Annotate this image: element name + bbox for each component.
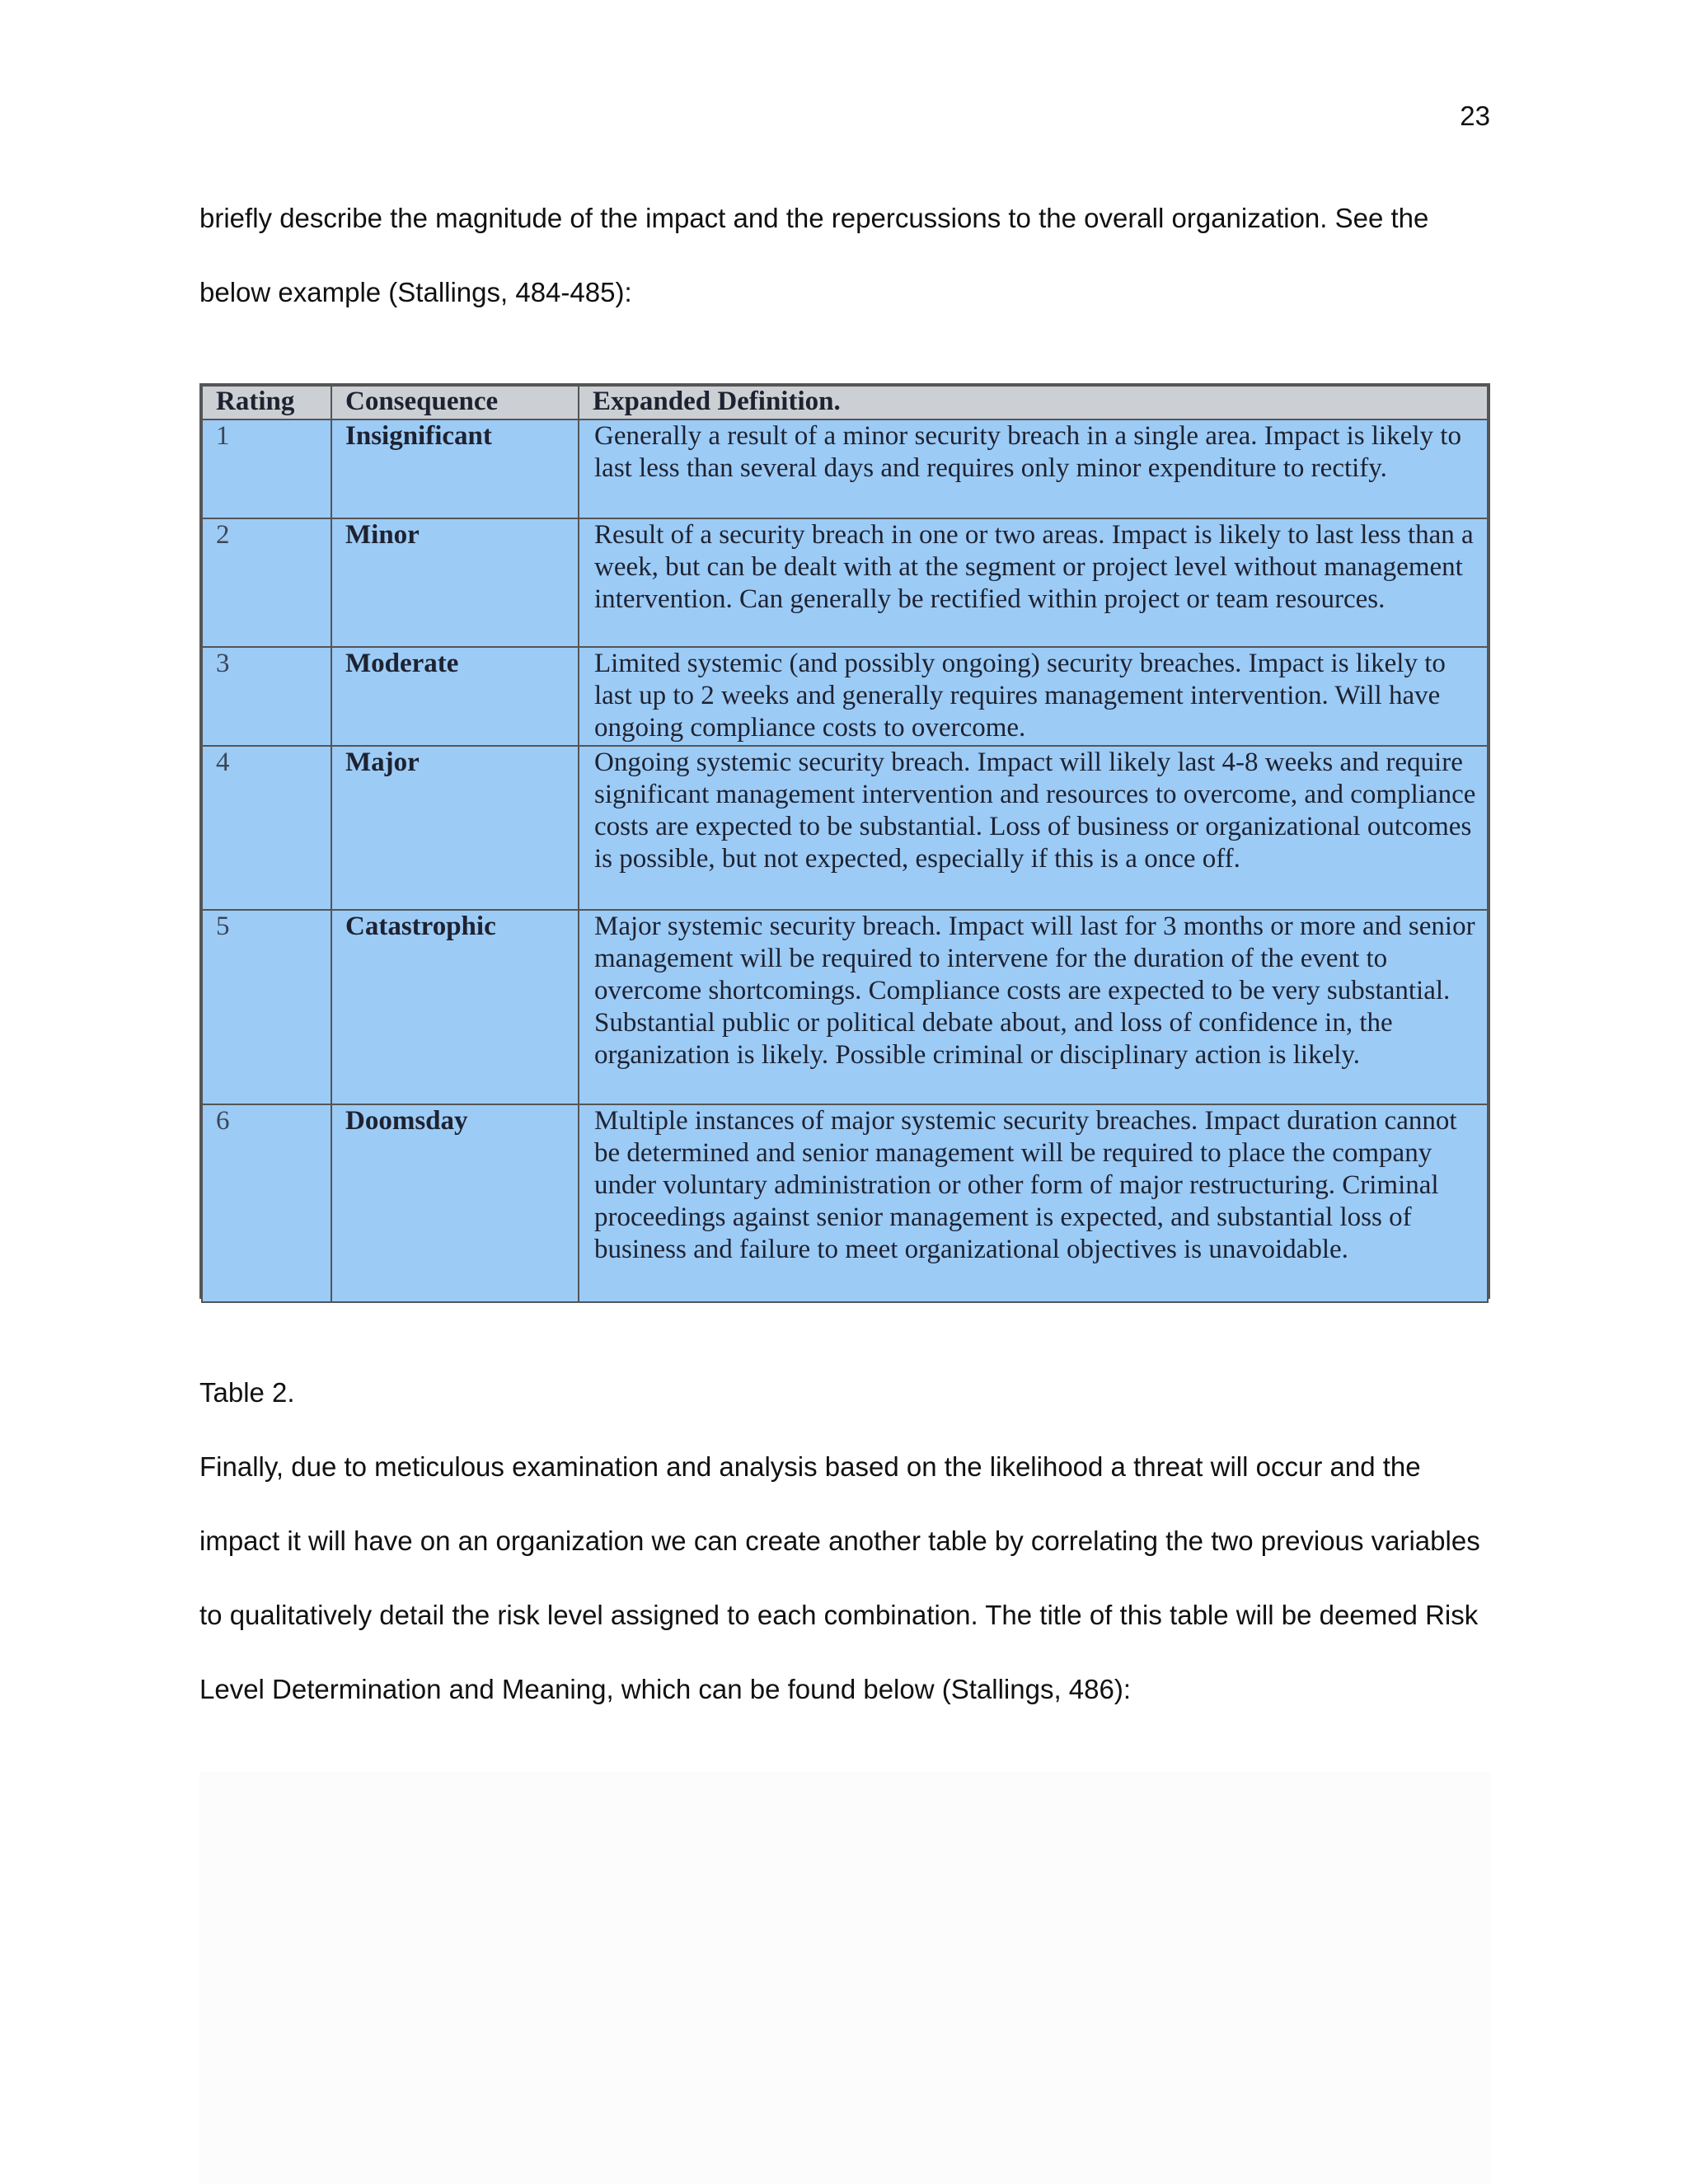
definition-cell: Result of a security breach in one or two areas. Impact is likely to last less than a week, but can be dealt with at the segment or project level without management intervention. Can generally be rectified within project or team resources. <box>579 518 1488 647</box>
table-row <box>202 419 1488 518</box>
header-rating: Rating <box>202 386 331 419</box>
header-definition: Expanded Definition. <box>579 386 1488 419</box>
definition-cell: Limited systemic (and possibly ongoing) security breaches. Impact is likely to last up to 2 weeks and generally requires management intervention. Will have ongoing compliance costs to overcome. <box>579 647 1488 746</box>
table-row <box>202 1104 1488 1302</box>
consequence-definition-table <box>199 383 1490 1299</box>
body-paragraph-conclusion: Finally, due to meticulous examination and analysis based on the likelihood a threat will occur and the impact it will have on an organization we can create another table by correlating the two previous variables to qualitatively detail the risk level assigned to each combination. The title of this table will be deemed Risk Level Determination and Meaning, which can be found below (Stallings, 486): <box>199 1451 1480 1704</box>
header-consequence: Consequence <box>331 386 579 419</box>
definition-table <box>201 385 1489 1303</box>
rating-cell: 1 <box>202 419 331 518</box>
rating-cell: 6 <box>202 1104 331 1302</box>
definition-cell: Ongoing systemic security breach. Impact will likely last 4-8 weeks and require significant management intervention and resources to overcome, and compliance costs are expected to be substantial. Loss of business or organizational outcomes is possible, but not expected, especially if this is a once off. <box>579 746 1488 910</box>
table-row <box>202 746 1488 910</box>
table-row <box>202 647 1488 746</box>
consequence-cell: Moderate <box>331 647 579 746</box>
consequence-cell: Catastrophic <box>331 910 579 1104</box>
rating-cell: 3 <box>202 647 331 746</box>
page-number: 23 <box>1460 101 1490 131</box>
table-header-row <box>202 386 1488 419</box>
rating-cell: 2 <box>202 518 331 647</box>
consequence-cell: Insignificant <box>331 419 579 518</box>
rating-cell: 5 <box>202 910 331 1104</box>
blank-image-area <box>199 1772 1490 2184</box>
definition-cell: Generally a result of a minor security breach in a single area. Impact is likely to last less than several days and requires only minor expenditure to rectify. <box>579 419 1488 518</box>
table-row <box>202 518 1488 647</box>
table-row <box>202 910 1488 1104</box>
consequence-cell: Major <box>331 746 579 910</box>
table-caption: Table 2. <box>199 1377 295 1408</box>
consequence-cell: Minor <box>331 518 579 647</box>
rating-cell: 4 <box>202 746 331 910</box>
consequence-cell: Doomsday <box>331 1104 579 1302</box>
body-paragraph-intro: briefly describe the magnitude of the impact and the repercussions to the overall organization. See the below example (Stallings, 484-485): <box>199 203 1429 307</box>
definition-cell: Multiple instances of major systemic security breaches. Impact duration cannot be determined and senior management will be required to place the company under voluntary administration or other form of major restructuring. Criminal proceedings against senior management is expected, and substantial loss of business and failure to meet organizational objectives is unavoidable. <box>579 1104 1488 1302</box>
definition-cell: Major systemic security breach. Impact will last for 3 months or more and senior management will be required to intervene for the duration of the event to overcome shortcomings. Compliance costs are expected to be very substantial. Substantial public or political debate about, and loss of confidence in, the organization is likely. Possible criminal or disciplinary action is likely. <box>579 910 1488 1104</box>
